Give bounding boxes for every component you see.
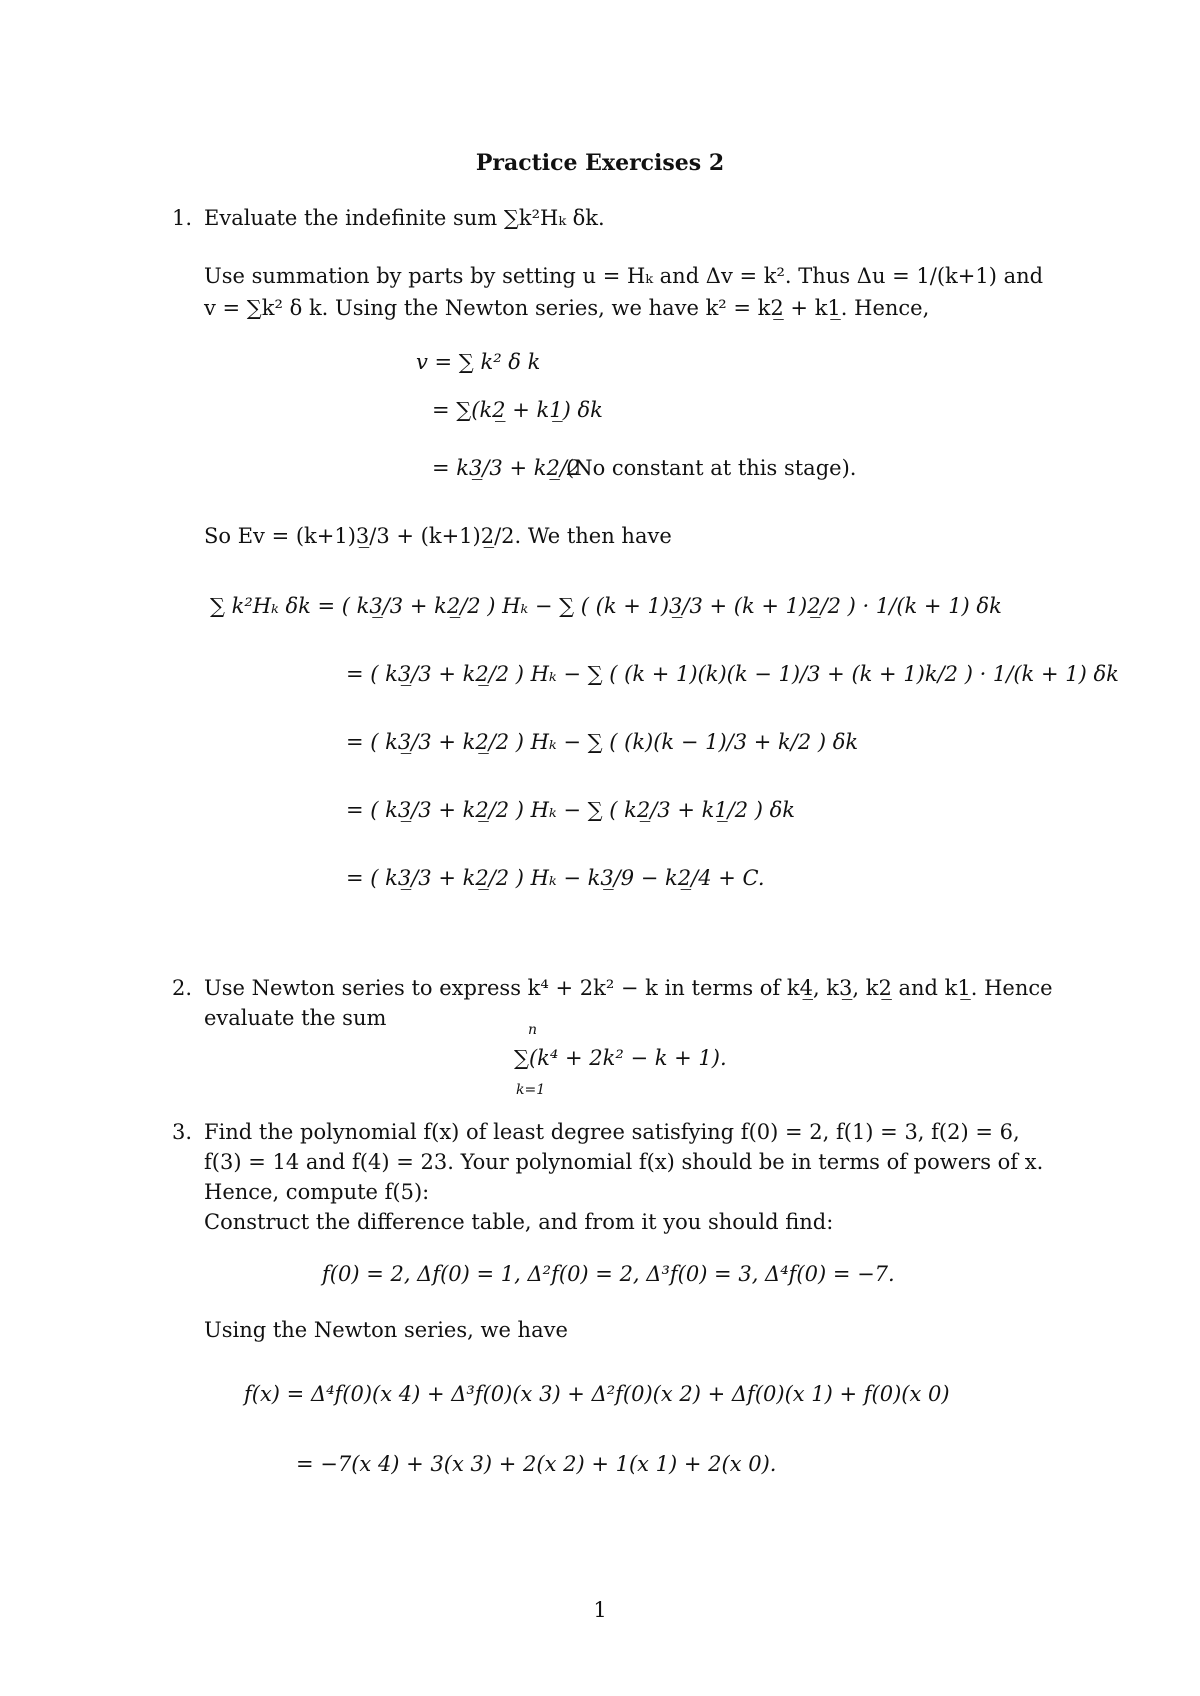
exercise-3-text-2: f(3) = 14 and f(4) = 23. Your polynomial f(x) should be in terms of powers of x. [204, 1150, 1044, 1174]
exercise-3-text-5: Using the Newton series, we have [204, 1318, 568, 1342]
exercise-2-text-1: Use Newton series to express k⁴ + 2k² − k in terms of k4̲, k3̲, k2̲ and k1̲. Hence [204, 976, 1053, 1000]
difference-values: f(0) = 2, Δf(0) = 1, Δ²f(0) = 2, Δ³f(0) = 3, Δ⁴f(0) = −7. [322, 1262, 895, 1286]
exercise-3-text-3: Hence, compute f(5): [204, 1180, 430, 1204]
derivation-line-3: = ( k3̲/3 + k2̲/2 ) Hₖ − ∑ ( (k)(k − 1)/3 + k/2 ) δk [346, 730, 859, 754]
v-line-3: = k3̲/3 + k2̲/2 [432, 456, 581, 480]
exercise-2-number: 2. [172, 976, 193, 1000]
derivation-line-2: = ( k3̲/3 + k2̲/2 ) Hₖ − ∑ ( (k + 1)(k)(k − 1)/3 + (k + 1)k/2 ) · 1/(k + 1) δk [346, 662, 1119, 686]
newton-series-line-2: = −7(x 4) + 3(x 3) + 2(x 2) + 1(x 1) + 2(x 0). [296, 1452, 777, 1476]
v-line-2: = ∑(k2̲ + k1̲) δk [432, 398, 603, 422]
exercise-1-text-1: Use summation by parts by setting u = Hₖ and Δv = k². Thus Δu = 1/(k+1) and [204, 264, 1044, 288]
sum-expression: ∑(k⁴ + 2k² − k + 1). [514, 1046, 727, 1070]
derivation-line-1: ∑ k²Hₖ δk = ( k3̲/3 + k2̲/2 ) Hₖ − ∑ ( (k + 1)3̲/3 + (k + 1)2̲/2 ) · 1/(k + 1) δk [210, 594, 1002, 618]
exercise-1-prompt: Evaluate the indefinite sum ∑k²Hₖ δk. [204, 206, 605, 230]
v-note: (No constant at this stage). [566, 456, 857, 480]
exercise-2-text-2: evaluate the sum [204, 1006, 387, 1030]
sum-lower-limit: k=1 [516, 1082, 546, 1098]
v-line-1: v = ∑ k² δ k [416, 350, 541, 374]
exercise-3-text-1: Find the polynomial f(x) of least degree satisfying f(0) = 2, f(1) = 3, f(2) = 6, [204, 1120, 1020, 1144]
exercise-3-text-4: Construct the difference table, and from it you should find: [204, 1210, 834, 1234]
page-number: 1 [593, 1598, 607, 1622]
sum-upper-limit: n [528, 1022, 538, 1038]
ev-line: So Ev = (k+1)3̲/3 + (k+1)2̲/2. We then have [204, 524, 672, 548]
exercise-1-number: 1. [172, 206, 193, 230]
exercise-3-number: 3. [172, 1120, 193, 1144]
page-title: Practice Exercises 2 [475, 150, 725, 176]
derivation-line-5: = ( k3̲/3 + k2̲/2 ) Hₖ − k3̲/9 − k2̲/4 + C. [346, 866, 765, 890]
newton-series-line-1: f(x) = Δ⁴f(0)(x 4) + Δ³f(0)(x 3) + Δ²f(0)(x 2) + Δf(0)(x 1) + f(0)(x 0) [244, 1382, 950, 1406]
exercise-1-text-2: v = ∑k² δ k. Using the Newton series, we have k² = k2̲ + k1̲. Hence, [204, 296, 930, 320]
derivation-line-4: = ( k3̲/3 + k2̲/2 ) Hₖ − ∑ ( k2̲/3 + k1̲/2 ) δk [346, 798, 796, 822]
